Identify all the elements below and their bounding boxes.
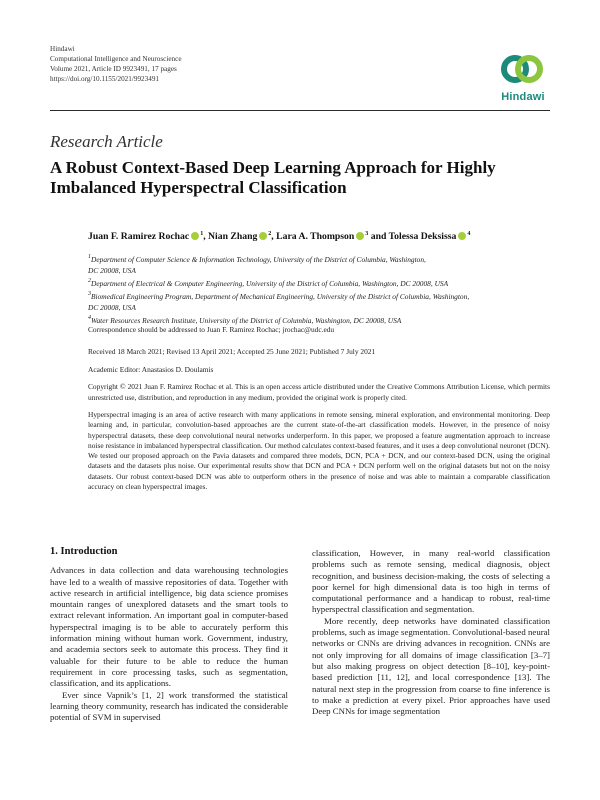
- section-heading: 1. Introduction: [50, 546, 118, 557]
- author-affiliation-number: 3: [365, 231, 369, 237]
- author-separator: and: [368, 231, 389, 242]
- body-paragraph: classification, However, in many real-world classification problems such as remote sensing, medical diagnosis, object recognition, and business decision-making, the costs of selecting a poor kernel for high dimensional data is too high in terms of computational performance and a handicap to robust, real-time hyperspectral classification and segmentation.: [312, 548, 550, 615]
- affiliation-list: [88, 252, 550, 326]
- publisher-name: Hindawi: [50, 45, 75, 53]
- author-name: Juan F. Ramirez Rochac: [88, 231, 190, 242]
- author-list: [88, 231, 470, 242]
- copyright-notice: Copyright © 2021 Juan F. Ramirez Rochac et al. This is an open access article distributed under the Creative Commons Attribution License, which permits unrestricted use, distribution, and reproduction in any medium, provided the original work is properly cited.: [88, 382, 550, 402]
- author-separator: ,: [203, 231, 209, 242]
- affiliation-number: 2: [88, 278, 91, 284]
- author-name: Tolessa Deksissa: [388, 231, 457, 242]
- article-title: A Robust Context-Based Deep Learning Approach for Highly Imbalanced Hyperspectral Classification: [50, 158, 496, 197]
- affiliation-text: Department of Electrical & Computer Engineering, University of the District of Columbia, Washington, DC 20008, USA: [91, 279, 449, 288]
- correspondence: Correspondence should be addressed to Juan F. Ramirez Rochac; jrochac@udc.edu: [88, 325, 335, 334]
- body-paragraph: More recently, deep networks have dominated classification problems, such as image segmentation. Convolutional-based neural networks or CNNs are driving advances in recognition. CNNs are not only improving for all domains of image classification [3–7] but also making progress on object detection [8–10], key-point-based prediction [11, 12], and local correspondence [13]. The natural next step in the progression from coarse to fine inference is to make a prediction at every pixel. Prior approaches have used Deep CNNs for image segmentation: [312, 615, 550, 717]
- affiliation-number: 4: [88, 315, 91, 321]
- journal-header: [50, 44, 182, 84]
- affiliation-text: Biomedical Engineering Program, Department of Mechanical Engineering, University of the District of Columbia, Washington,: [91, 292, 470, 301]
- affiliation: [88, 252, 550, 265]
- affiliation-continuation: DC 20008, USA: [88, 266, 136, 275]
- affiliation-number: 1: [88, 254, 91, 260]
- affiliation-text: Department of Computer Science & Information Technology, University of the District of Columbia, Washington,: [91, 255, 426, 264]
- author-affiliation-number: 4: [467, 231, 471, 237]
- affiliation-text: Water Resources Research Institute, University of the District of Columbia, Washington, DC 20008, USA: [91, 316, 402, 325]
- journal-name: Computational Intelligence and Neuroscience: [50, 55, 182, 63]
- header-divider: [50, 110, 550, 111]
- orcid-icon[interactable]: [356, 232, 364, 240]
- body-paragraph: Ever since Vapnik’s [1, 2] work transformed the statistical learning theory community, research has indicated the considerable potential of SVM in supervised: [50, 689, 288, 723]
- academic-editor: Academic Editor: Anastasios D. Doulamis: [88, 365, 214, 374]
- doi-link[interactable]: https://doi.org/10.1155/2021/9923491: [50, 75, 160, 83]
- orcid-icon[interactable]: [191, 232, 199, 240]
- volume-info: Volume 2021, Article ID 9923491, 17 pages: [50, 65, 177, 73]
- publication-dates: Received 18 March 2021; Revised 13 April 2021; Accepted 25 June 2021; Published 7 July 2021: [88, 347, 376, 356]
- body-column-left: [50, 546, 288, 723]
- affiliation-number: 3: [88, 291, 91, 297]
- author-separator: ,: [271, 231, 277, 242]
- affiliation-continuation: DC 20008, USA: [88, 303, 136, 312]
- author-affiliation-number: 2: [268, 231, 272, 237]
- author-name: Nian Zhang: [208, 231, 258, 242]
- author-affiliation-number: 1: [200, 231, 204, 237]
- author-name: Lara A. Thompson: [276, 231, 355, 242]
- abstract: Hyperspectral imaging is an area of active research with many applications in remote sensing, mineral exploration, and environmental monitoring. Deep learning and, in particular, convolution-based approaches are the current state-of-the-art classification models. However, in the presence of noisy hyperspectral datasets, these deep convolutional neural networks underperform. In this paper, we proposed a feature augmentation approach to increase noise resistance in imbalanced hyperspectral classification. Our method calculates context-based features, and it uses a deep convolutional neuronet (DCN). We tested our proposed approach on the Pavia datasets and compared three models, DCN, PCA + DCN, and our context-based DCN, using the original datasets and the datasets plus noise. Our experimental results show that DCN and PCA + DCN perform well on the original datasets but not on the noisy datasets. Our robust context-based DCN was able to outperform others in the presence of noise and was able to maintain a comparable classification accuracy on clean hyperspectral images.: [88, 410, 550, 492]
- affiliation: [88, 276, 550, 289]
- affiliation: [88, 289, 550, 302]
- hindawi-logo-text: Hindawi: [501, 91, 545, 103]
- orcid-icon[interactable]: [458, 232, 466, 240]
- body-column-right: [312, 548, 550, 717]
- body-paragraph: Advances in data collection and data warehousing technologies have led to a wealth of massive repositories of data. Together with active research in artificial intelligence, big data science promises mountain ranges of unexplored datasets and the smart tools to extract relevant information. An important goal in computer-based hyperspectral imaging is to be able to accurately perform this information mining without human work. Government, industry, and academia sectors seek to automate this process. They find it valuable for their future to be able to reduce the human requirement in core processing tasks, such as segmentation, classification, and its applications.: [50, 565, 288, 689]
- section-label: Research Article: [50, 132, 163, 151]
- orcid-icon[interactable]: [259, 232, 267, 240]
